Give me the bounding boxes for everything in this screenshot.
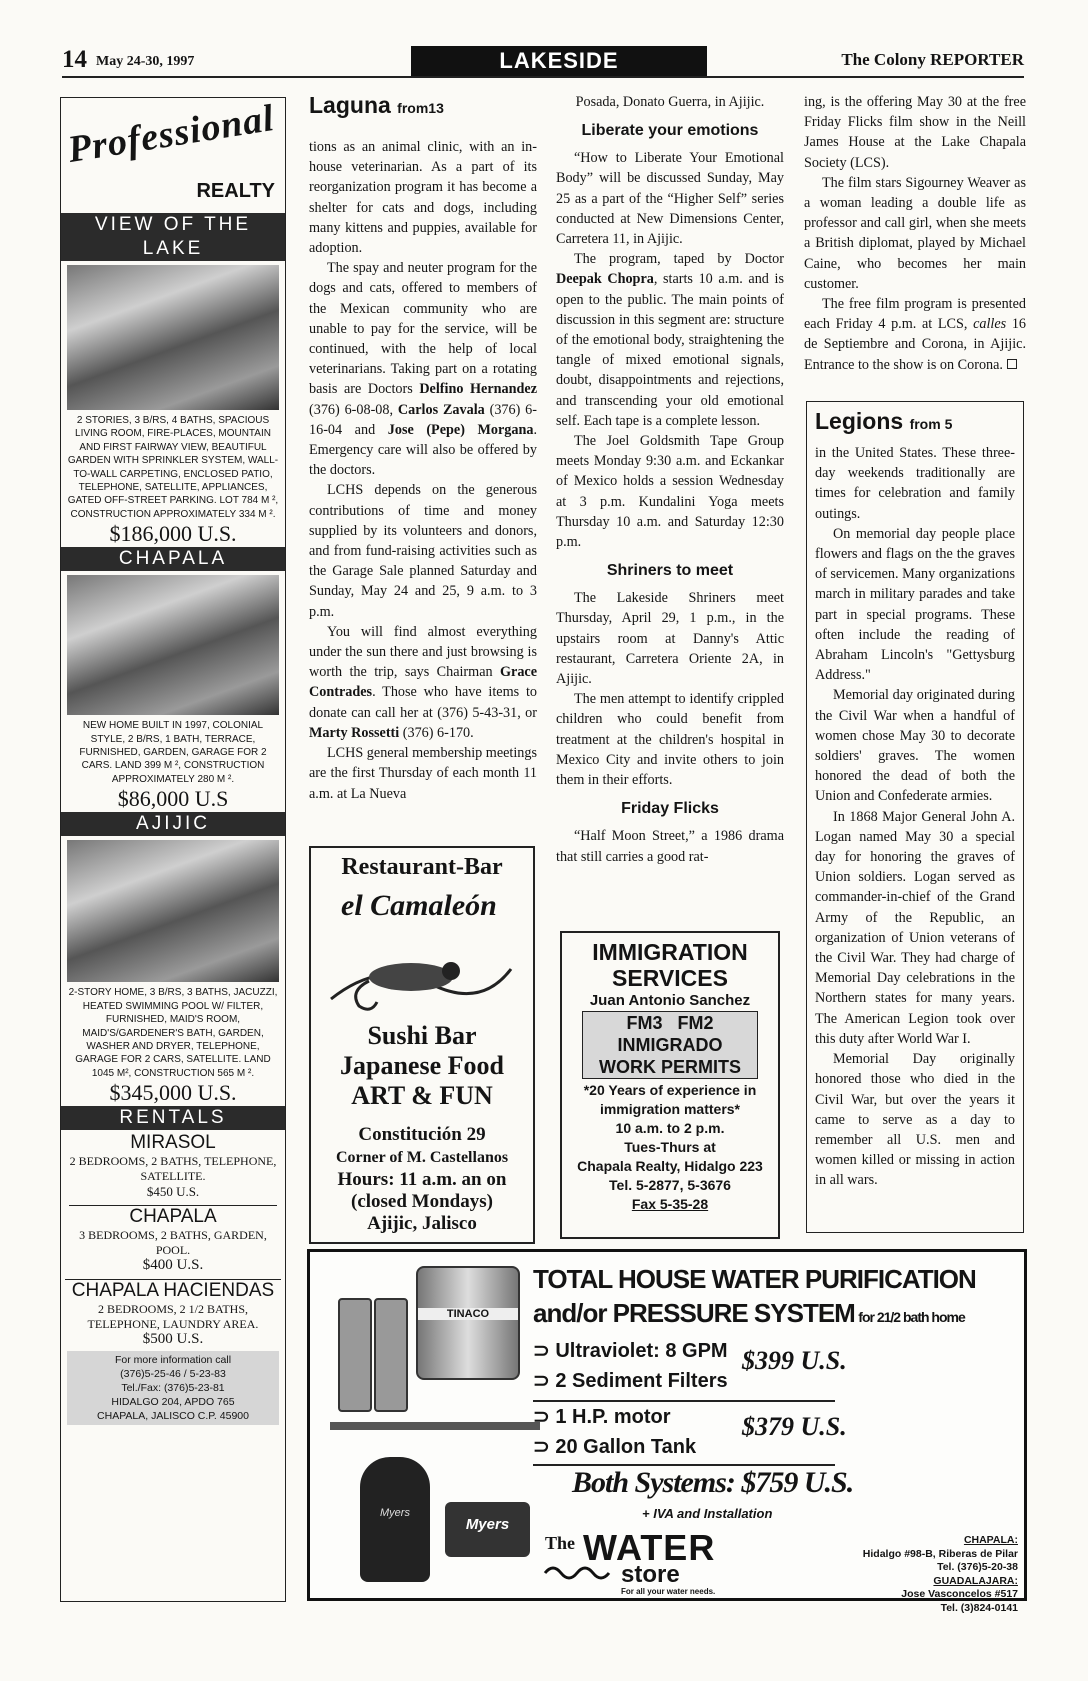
contact-line: (376)5-25-46 / 5-23-83 [120, 1368, 226, 1381]
article-paragraph: In 1868 Major General John A. Logan named May 30 a special day for honoring the graves of Union soldiers. Logan served as commander-in-chief of the Grand Army of the Republic, an organization of Union veterans of the Civil War. They had charge of Memorial Day celebrations in the Northern states for many years. The American Legion took over this duty after World War I. [815, 808, 1015, 1047]
restaurant-logo-text: el Camaleón [341, 889, 497, 922]
listing-price: $345,000 U.S. [109, 1080, 237, 1106]
article-paragraph: Memorial day originated during the Civil War when a handful of women chose May 30 to decorate soldiers' graves. The women honored the dead of both the Union and Confederate armies. [815, 687, 1015, 805]
pressure-tank-icon [360, 1457, 430, 1582]
listing-band: CHAPALA [61, 547, 285, 571]
article-title [815, 408, 1015, 435]
pipe-icon [330, 1422, 540, 1430]
water-item: ⊃ 2 Sediment Filters [533, 1370, 728, 1392]
water-tank-icon [416, 1266, 520, 1380]
article-paragraph: LCHS general membership meetings are the first Thursday of each month 11 a.m. at La Nueva [309, 745, 538, 802]
listing-description: 2-STORY HOME, 3 B/RS, 3 BATHS, JACUZZI, HEATED SWIMMING POOL W/ FILTER, FURNISHED, MAID'S ROOM, MAID'S/GARDENER'S BATH, GARDEN, WASHER AND DRYER, TELEPHONE, GARAGE FOR 2 CARS, SATELLITE. LAND 1045 M², CONSTRUCTION 565 M ². [68, 987, 278, 1079]
laguna-title: Laguna [309, 92, 391, 118]
pump-icon [445, 1502, 530, 1557]
rental-name: CHAPALA HACIENDAS [65, 1279, 281, 1302]
immigration-line: Chapala Realty, Hidalgo 223 [577, 1158, 763, 1174]
restaurant-line: Sushi Bar [367, 1021, 477, 1050]
water-iva: + IVA and Installation [642, 1506, 773, 1521]
water-item: ⊃ 20 Gallon Tank [533, 1436, 697, 1458]
article-paragraph: The Lakeside Shriners meet Thursday, April 29, 1 p.m., in the upstairs room at Danny's Attic restaurant, Carretera Oriente 2A, in Ajijic. [556, 590, 784, 688]
header-rule [62, 76, 1024, 78]
friday-flicks-continued [804, 92, 1026, 375]
legions-jump: from 5 [909, 416, 953, 432]
listing-photo-chapala [67, 575, 279, 715]
laguna-article [309, 92, 537, 804]
immigration-title: IMMIGRATION [592, 939, 748, 965]
water-ad [307, 1249, 1027, 1614]
contact-line: HIDALGO 204, APDO 765 [111, 1396, 235, 1409]
rental-price: $400 U.S. [142, 1257, 204, 1274]
page-header [62, 46, 1024, 76]
water-divider [533, 1400, 835, 1402]
section-title: LAKESIDE [411, 46, 707, 76]
store-locations [863, 1534, 1018, 1615]
article-paragraph: “Half Moon Street,” a 1986 drama that still carries a good rat- [556, 828, 784, 865]
immigration-line: 10 a.m. to 2 p.m. [615, 1120, 725, 1136]
water-both-price: Both Systems: $759 U.S. [572, 1466, 854, 1499]
realty-logo [61, 98, 285, 213]
store-logo-store: store [621, 1561, 680, 1588]
immigration-line: Fax 5-35-28 [631, 1196, 709, 1212]
article-paragraph: LCHS depends on the generous contributions of time and money supplied by its volunteers and donors, and from fund-raising activities such as the Garage Sale planned Saturday and Sunday, May 24 and 25, 9 a.m. to 3 p.m. [309, 482, 537, 620]
article-paragraph: “How to Liberate Your Emotional Body” will be discussed Sunday, May 25 as a part of the “Higher Self” series conducted at New Dimensions Center, Carretera 11, in Ajijic. [556, 150, 784, 248]
store-tagline: For all your water needs. [621, 1587, 716, 1596]
article-paragraph: The men attempt to identify crippled children who could benefit from treatment at the children's hospital in Mexico City and invite others to join them in their efforts. [556, 691, 784, 789]
listing-price: $86,000 U.S [117, 786, 229, 812]
contact-line: CHAPALA, JALISCO C.P. 45900 [97, 1410, 249, 1423]
restaurant-heading: Restaurant-Bar [341, 854, 503, 880]
immigration-line: *20 Years of experience in [583, 1082, 757, 1098]
listing-description: NEW HOME BUILT IN 1997, COLONIAL STYLE, 2 B/RS, 1 BATH, TERRACE, FURNISHED, GARDEN, GARAGE FOR 2 CARS. LAND 399 M ², CONSTRUCTION APPROXIMATELY 280 M ². [79, 720, 267, 785]
restaurant-logo [311, 881, 533, 1021]
end-mark-icon [1007, 359, 1017, 369]
rental-item [61, 1130, 285, 1199]
listing-band: AJIJIC [61, 812, 285, 836]
water-headline-2 [533, 1298, 965, 1329]
immigration-line: Tues-Thurs at [624, 1139, 716, 1155]
listing-description: 2 STORIES, 3 B/RS, 4 BATHS, SPACIOUS LIVING ROOM, FIRE-PLACES, MOUNTAIN AND FIRST FAIRWAY VIEW, BEAUTIFUL GARDEN WITH SPRINKLER SYSTEM, WALL-TO-WALL CARPETING, ENCLOSED PATIO, TELEPHONE, SATELLITE, APPLIANCES, GATED OFF-STREET PARKING. LOT 784 M ², CONSTRUCTION APPROXIMATELY 334 M ². [67, 415, 279, 520]
rental-item [61, 1199, 285, 1273]
water-headline-tail: for 21/2 bath home [858, 1309, 965, 1325]
person-name: Delfino Hernandez [419, 381, 537, 398]
water-item: ⊃ 1 H.P. motor [533, 1406, 671, 1428]
rental-item [61, 1273, 285, 1347]
person-name: Deepak Chopra [556, 271, 654, 288]
listing-price: $186,000 U.S. [109, 521, 237, 547]
article-paragraph: You will find almost everything under the sun there and just browsing is worth the trip, says Chairman Grace Contrades. Those who have items to donate can call her at (376) 5-43-31, or Marty Rossetti (376) 6-170. [309, 623, 538, 741]
restaurant-line: Japanese Food [340, 1051, 504, 1080]
contact-line: For more information call [114, 1354, 232, 1367]
filter-canister-icon [374, 1298, 408, 1412]
tinaco-label: TINACO [418, 1308, 518, 1320]
article-paragraph: The Joel Goldsmith Tape Group meets Monday 9:30 a.m. and Eckankar of Mexico holds a session Wednesday at 3 p.m. Kundalini Yoga meets Thursday 10 a.m. and Saturday 12:30 p.m. [556, 433, 784, 551]
rental-description: 3 BEDROOMS, 2 BATHS, GARDEN, POOL. [79, 1228, 267, 1258]
issue-date: May 24-30, 1997 [96, 54, 195, 69]
water-price: $379 U.S. [742, 1412, 847, 1441]
article-paragraph: The program, taped by Doctor Deepak Chopra, starts 10 a.m. and is open to the public. The main points of discussion in this segment are: structure of the emotional body, straightening the tangle of mixed emotional signals, doubt, disappointments and rejections, and transcending your old emotional self. Each tape is a complete lesson. [556, 251, 784, 429]
laguna-jump: from13 [397, 100, 444, 116]
article-paragraph: ing, is the offering May 30 at the free Friday Flicks film show in the Neill James House at the Lake Chapala Society (LCS). [804, 94, 1026, 171]
person-name: Marty Rossetti [309, 724, 400, 741]
article-paragraph: The free film program is presented each Friday 4 p.m. at LCS, calles 16 de Septiembre and Corona, in Ajijic. Entrance to the show is on Corona. [804, 296, 1027, 373]
lakeside-briefs [556, 92, 784, 867]
listing-photo-lake [67, 265, 279, 410]
location-address: Hidalgo #98-B, Riberas de Pilar [862, 1547, 1018, 1560]
location-label: CHAPALA: [963, 1534, 1018, 1546]
restaurant-ad [309, 846, 535, 1244]
article-paragraph: The film stars Sigourney Weaver as a woman leading a double life as professor and call girl, when she meets a British diplomat, played by Michael Caine, who becomes her main customer. [804, 174, 1026, 292]
store-logo-the: The [545, 1533, 576, 1553]
water-headline-main: and/or PRESSURE SYSTEM [533, 1298, 855, 1328]
article-title [309, 92, 537, 119]
listing-band: VIEW OF THE LAKE [61, 213, 285, 261]
immigration-line: Tel. 5-2877, 5-3676 [609, 1177, 731, 1193]
rental-price: $500 U.S. [142, 1331, 204, 1348]
rental-price: $450 U.S. [146, 1184, 200, 1200]
rental-name: CHAPALA [69, 1205, 277, 1228]
water-headline: TOTAL HOUSE WATER PURIFICATION [533, 1264, 976, 1294]
person-name: Carlos Zavala [397, 401, 485, 418]
location-label: GUADALAJARA: [933, 1574, 1018, 1587]
equipment-illustration [330, 1262, 540, 1592]
water-store-logo [545, 1527, 785, 1597]
person-name: Jose (Pepe) Morgana [387, 421, 534, 438]
rentals-band: RENTALS [61, 1106, 285, 1130]
store-logo-water: WATER [583, 1527, 716, 1568]
article-paragraph: tions as an animal clinic, with an in-house veterinarian. As a part of its reorganization program it has become a shelter for cats and dogs, including many kittens and puppies, available for adoption. [309, 139, 537, 257]
page-number: 14 [62, 46, 87, 73]
contact-line: Tel./Fax: (376)5-23-81 [121, 1382, 225, 1395]
immigration-box-line: WORK PERMITS [599, 1057, 741, 1077]
restaurant-corner: Corner of M. Castellanos [335, 1149, 509, 1166]
immigration-title: SERVICES [612, 965, 728, 991]
immigration-line: immigration matters* [599, 1101, 741, 1117]
emphasis: calles [973, 316, 1007, 333]
immigration-box-line: FM3 FM2 [626, 1013, 714, 1033]
rental-name: MIRASOL [130, 1132, 216, 1154]
publication-name: The Colony REPORTER [841, 50, 1024, 69]
subheading: Liberate your emotions [581, 122, 759, 140]
listing-photo-ajijic [67, 840, 279, 982]
immigration-ad [560, 931, 780, 1239]
location-phone: Tel. (376)5-20-38 [937, 1561, 1018, 1573]
subheading: Friday Flicks [621, 800, 719, 818]
article-paragraph: On memorial day people place flowers and flags on the the graves of servicemen. Many organizations march in military parades and take part in special programs. These often include the reading of Abraham Lincoln's "Gettysburg Address." [815, 525, 1015, 684]
restaurant-hours: Hours: 11 a.m. an on [337, 1169, 507, 1190]
article-paragraph: in the United States. These three-day weekends traditionally are times for celebration and family outings. [815, 445, 1015, 522]
restaurant-line: ART & FUN [351, 1081, 493, 1110]
rental-description: 2 BEDROOMS, 2 1/2 BATHS, TELEPHONE, LAUNDRY AREA. [87, 1302, 259, 1332]
restaurant-city: Ajijic, Jalisco [367, 1213, 477, 1234]
water-price: $399 U.S. [742, 1346, 847, 1375]
realty-logo-word: REALTY [196, 180, 275, 202]
article-paragraph: Memorial Day originally honored those who died in the Civil War, but over the years it came to serve as a day to remember all U.S. men and women killed or missing in action in all wars. [815, 1051, 1015, 1189]
subheading: Shriners to meet [606, 562, 734, 580]
water-item: ⊃ Ultraviolet: 8 GPM [533, 1340, 728, 1362]
location-phone: Tel. (3)824-0141 [940, 1601, 1018, 1614]
myers-pump-label: Myers [465, 1516, 510, 1533]
realty-contact [67, 1351, 279, 1425]
restaurant-closed: (closed Mondays) [351, 1191, 493, 1212]
location-address: Jose Vasconcelos #517 [901, 1588, 1018, 1600]
article-paragraph: The spay and neuter program for the dogs and cats, offered to members of the Mexican community who are unable to pay for the service, will be continued, with the help of local veterinarians. Taking part on a rotating basis are Doctors Delfino Hernandez (376) 6-08-08, Carlos Zavala (376) 6-16-04 and Jose (Pepe) Morgana. Emergency care will also be offered by the doctors. [309, 260, 538, 479]
restaurant-address: Constitución 29 [358, 1124, 486, 1145]
immigration-box-line: INMIGRADO [617, 1035, 723, 1055]
immigration-box [582, 1011, 758, 1079]
myers-label: Myers [380, 1507, 410, 1519]
rental-description: 2 BEDROOMS, 2 BATHS, TELEPHONE, SATELLITE. [69, 1154, 277, 1184]
realty-ad [60, 97, 286, 1602]
filter-canister-icon [338, 1298, 372, 1412]
wave-icon [545, 1563, 615, 1583]
legions-title: Legions [815, 408, 904, 434]
legions-article [806, 401, 1024, 1233]
article-paragraph: Posada, Donato Guerra, in Ajijic. [575, 94, 765, 110]
immigration-name: Juan Antonio Sanchez [589, 992, 751, 1009]
realty-logo-script: Professional [64, 96, 278, 172]
person-name: Grace Contrades [309, 664, 538, 701]
